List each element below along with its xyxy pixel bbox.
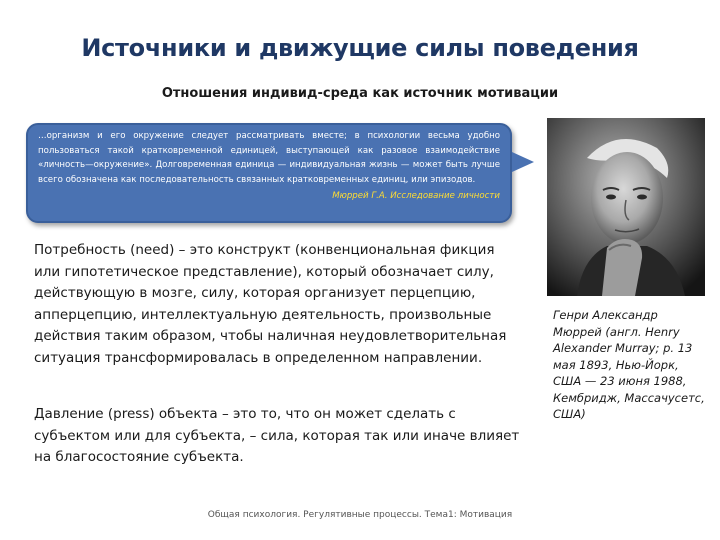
slide-subtitle: Отношения индивид-среда как источник мотивации (161, 86, 559, 101)
slide-footer: Общая психология. Регулятивные процессы. Тема1: Мотивация (207, 510, 513, 520)
quote-bubble (26, 123, 512, 223)
portrait-caption: Генри Александр Мюррей (англ. Henry Alexander Murray; р. 13 мая 1893, Нью-Йорк, США — 23 июня 1988, Кембридж, Массачусетс, США) (553, 308, 705, 421)
quote-text: …организм и его окружение следует рассматривать вместе; в психологии весьма удобно пользоваться такой кратковременной единицей, выступающей как разовое взаимодействие «личность—окружение». Долговременная единица — индивидуальная жизнь — может быть лучше всего обозначена как последовательность связанных кратковременных единиц, или эпизодов. (38, 131, 500, 185)
portrait-illustration (547, 118, 705, 296)
portrait-photo (547, 118, 705, 296)
quote-source: Мюррей Г.А. Исследование личности (332, 191, 500, 201)
need-definition: Потребность (need) – это конструкт (конвенциональная фикция или гипотетическое представление), который обозначает силу, действующую в мозге, силу, которая организует перцепцию, апперцепцию, интеллектуальную деятельность, произвольные действия таким образом, чтобы наличная неудовлетворительная ситуация трансформировалась в определенном направлении. (34, 242, 507, 366)
quote-bubble-tail (512, 152, 534, 172)
slide-title: Источники и движущие силы поведения (81, 34, 639, 62)
press-definition: Давление (press) объекта – это то, что он может сделать с субъектом или для субъекта, – сила, которая так или иначе влияет на благосостояние субъекта. (34, 406, 520, 465)
